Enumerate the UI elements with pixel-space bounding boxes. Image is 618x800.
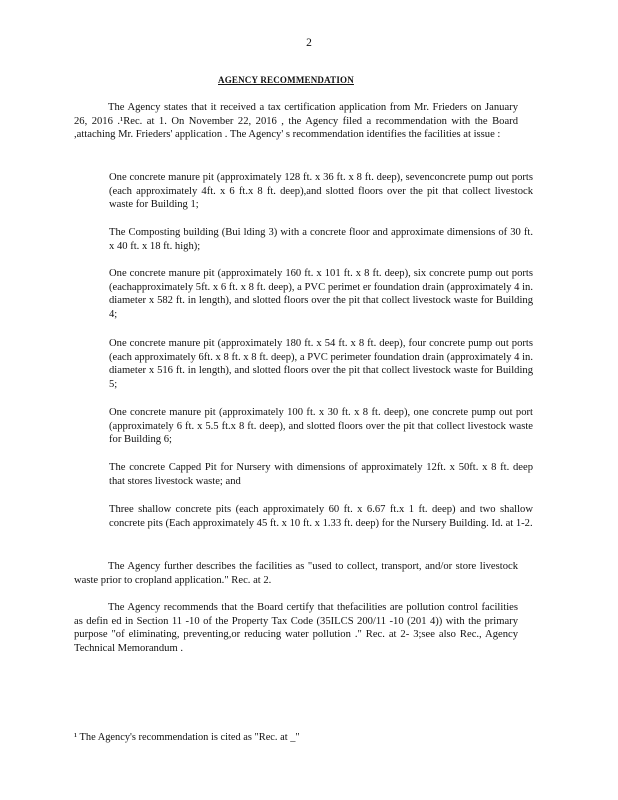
section-heading: AGENCY RECOMMENDATION	[218, 75, 354, 85]
recommendation-paragraph: The Agency recommends that the Board certify that thefacilities are pollution control facilities as defin ed in Section 11 -10 of the Property Tax Code (35ILCS 200/11 -10 (201 4)) with the primary purpose "of eliminating, preventing,or reducing water pollution ." Rec. at 2- 3;see also Rec., Agency Technical Memorandum .	[74, 602, 518, 654]
facility-item-6: The concrete Capped Pit for Nursery with dimensions of approximately 12ft. x 50ft. x 8 ft. deep that stores livestock waste; and	[109, 462, 533, 487]
page-number: 2	[306, 37, 312, 49]
facility-item-3: One concrete manure pit (approximately 160 ft. x 101 ft. x 8 ft. deep), six concrete pump out ports (eachapproximately 5ft. x 6 ft. x 8 ft. deep), a PVC perimet er foundation drain (approximately 4 in. diameter x 582 ft. in length), and slotted floors over the pit that collect livestock waste for Building 4;	[109, 268, 533, 320]
facility-item-2: The Composting building (Bui lding 3) with a concrete floor and approximate dimensions of 30 ft. x 40 ft. x 18 ft. high);	[109, 227, 533, 252]
facility-item-5: One concrete manure pit (approximately 100 ft. x 30 ft. x 8 ft. deep), one concrete pump out port (approximately 6 ft. x 5.5 ft.x 8 ft. deep), and slotted floors over the pit that collect livestock waste for Building 6;	[109, 407, 533, 446]
facility-item-1: One concrete manure pit (approximately 128 ft. x 36 ft. x 8 ft. deep), sevenconcrete pump out ports (each approximately 4ft. x 6 ft.x 8 ft. deep),and slotted floors over the pit that collect livestock waste for Building 1;	[109, 172, 533, 211]
footnote: ¹ The Agency's recommendation is cited as "Rec. at _"	[74, 732, 300, 743]
further-paragraph: The Agency further describes the facilities as "used to collect, transport, and/or store livestock waste prior to cropland application." Rec. at 2.	[74, 561, 518, 586]
intro-paragraph: The Agency states that it received a tax certification application from Mr. Frieders on January 26, 2016 .¹Rec. at 1. On November 22, 2016 , the Agency filed a recommendation with the Board ,attaching Mr. Frieders' application . The Agency' s recommendation identifies the facilities at issue :	[74, 102, 518, 141]
facility-item-4: One concrete manure pit (approximately 180 ft. x 54 ft. x 8 ft. deep), four concrete pump out ports (each approximately 6ft. x 8 ft. x 8 ft. deep), a PVC perimeter foundation drain (approximately 4 in. diameter x 516 ft. in length), and slotted floors over the pit that collect livestock waste for Building 5;	[109, 338, 533, 390]
facility-item-7: Three shallow concrete pits (each approximately 60 ft. x 6.67 ft.x 1 ft. deep) and two shallow concrete pits (Each approximately 45 ft. x 10 ft. x 1.33 ft. deep) for the Nursery Building. Id. at 1-2.	[109, 504, 533, 529]
